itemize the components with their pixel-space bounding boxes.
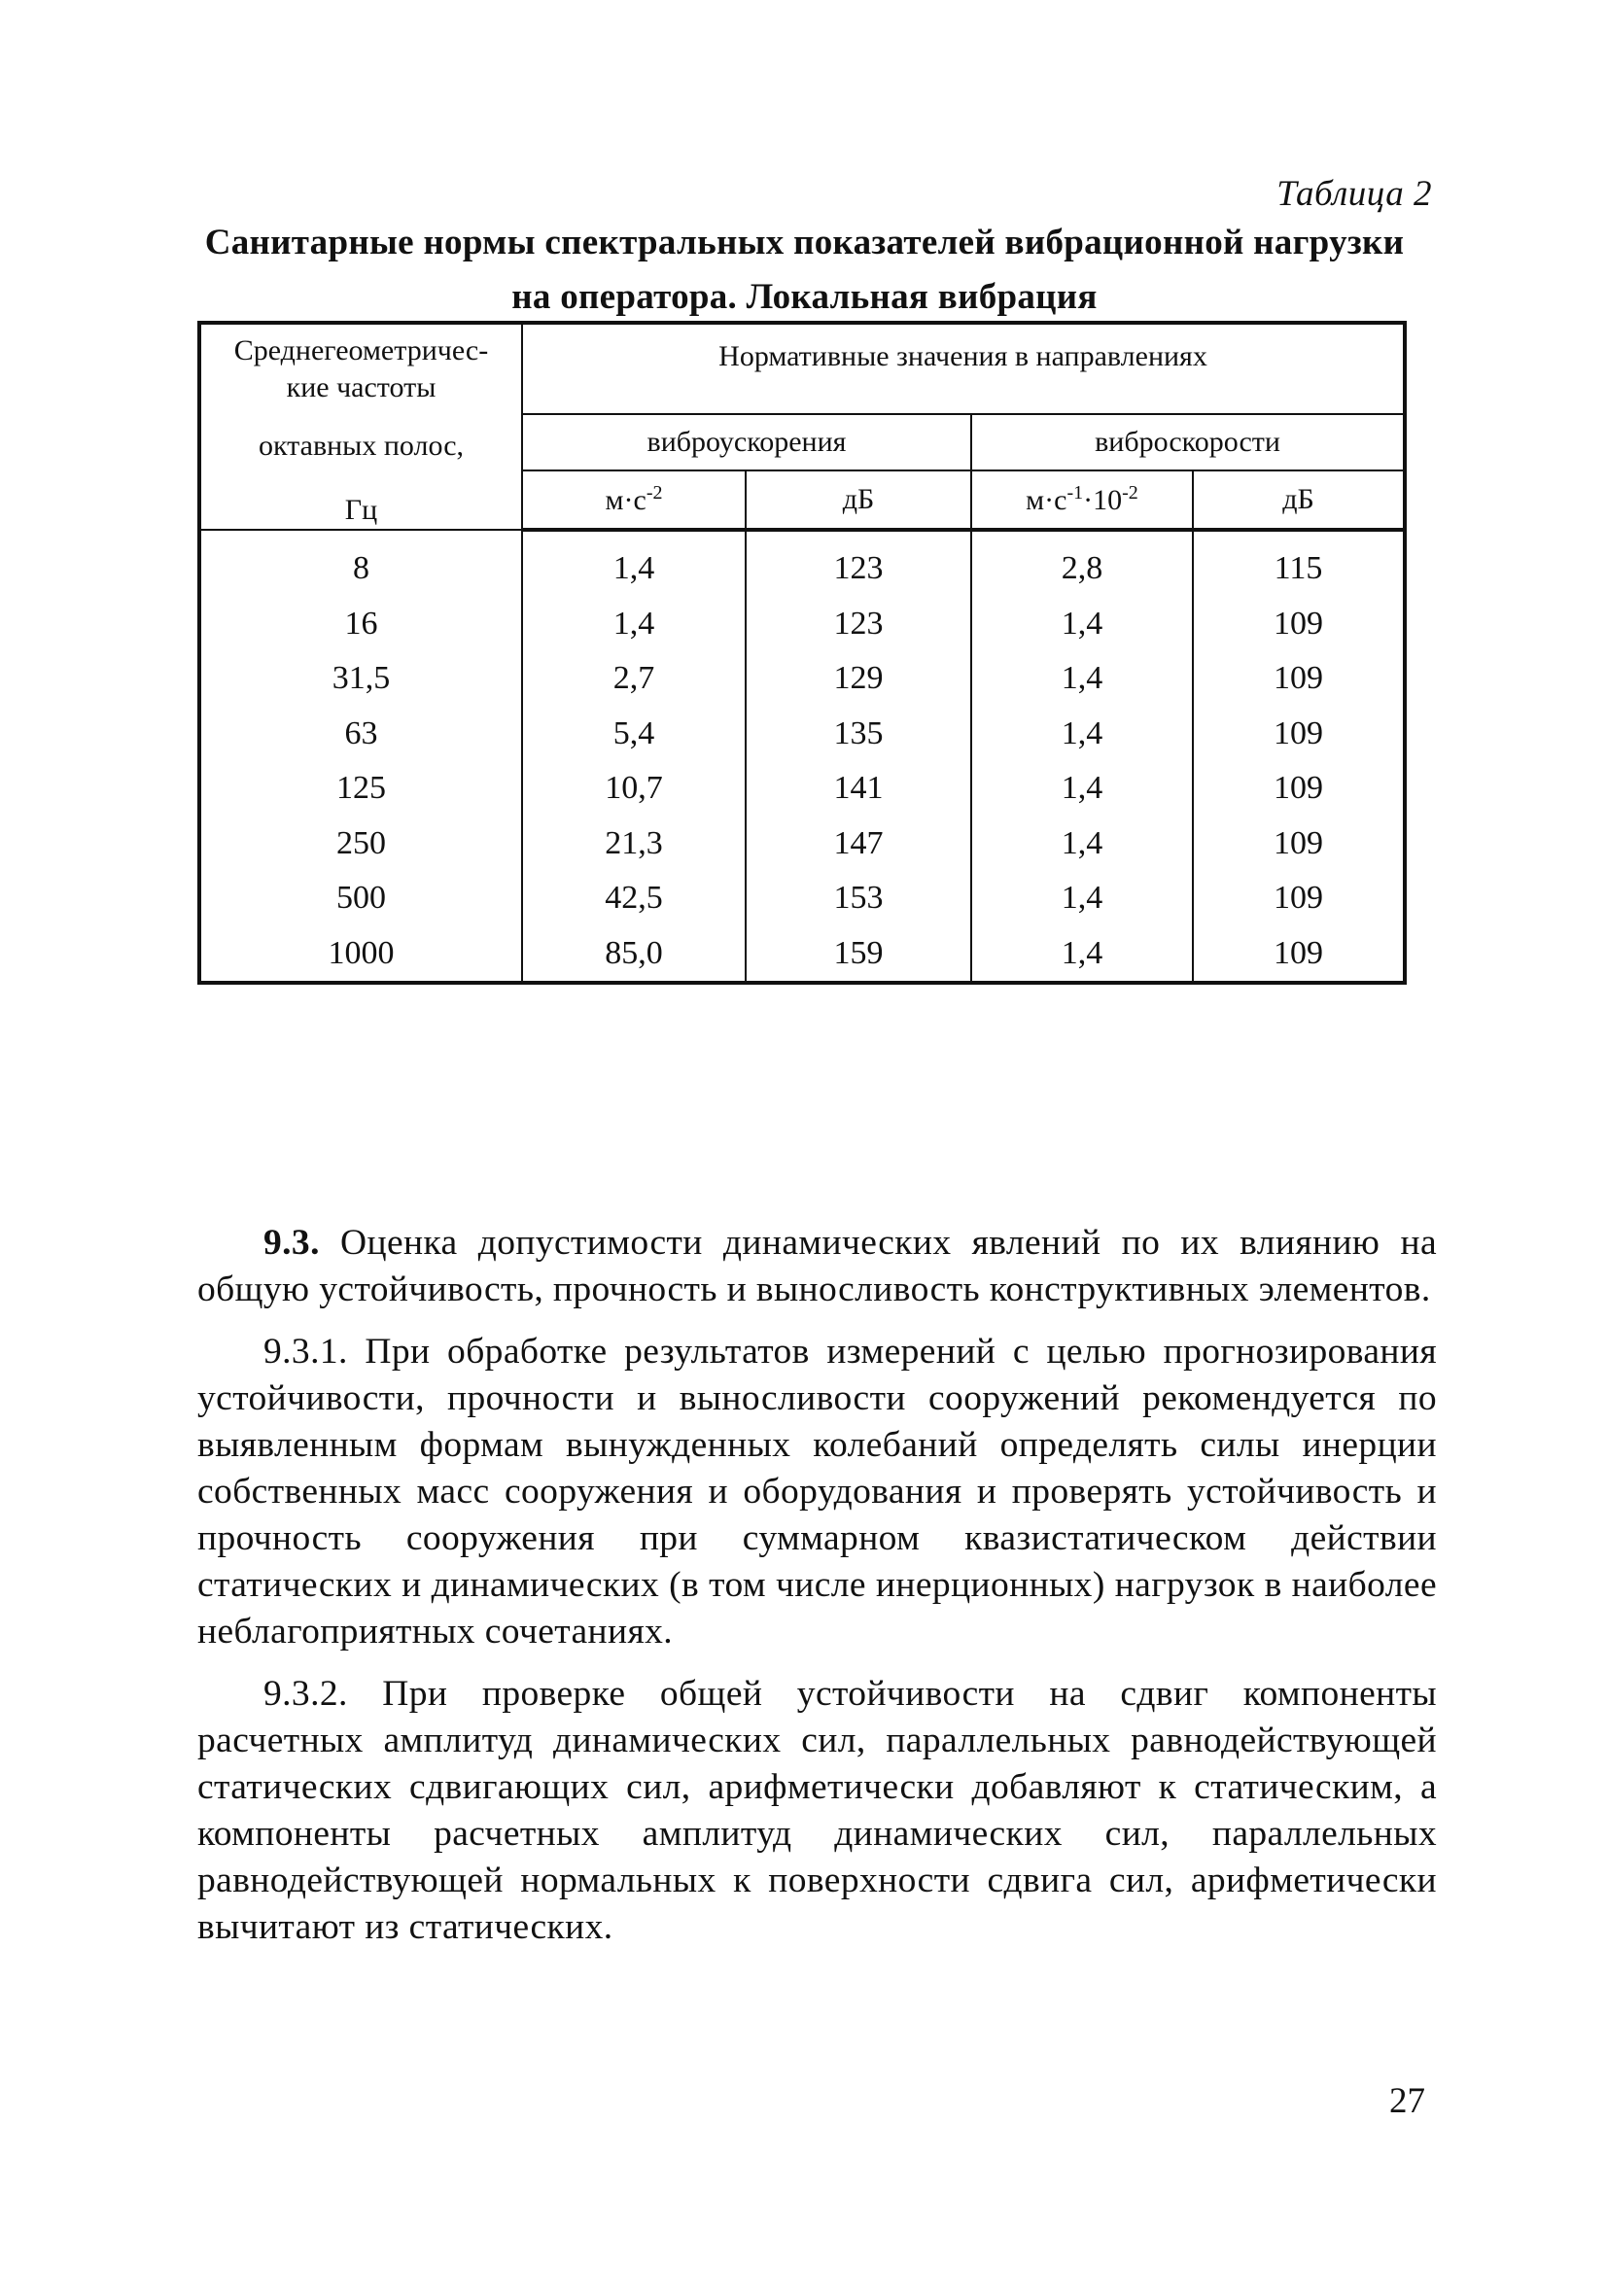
paragraph-9-3-1: 9.3.1. При обработке результатов измерений с целью прогнозирования устойчивости, прочности и выносливости сооружений рекомендуется по выявленным формам вынужденных колебаний определять силы инерции собственных масс сооружения и оборудования и проверять устойчивость и прочность сооружения при суммарном квазистатическом действии статических и динамических (в том числе инерционных) нагрузок в наиболее неблагоприятных сочетаниях. bbox=[197, 1332, 1437, 1652]
cell-acceleration-db: 123 bbox=[746, 530, 971, 597]
table-row bbox=[199, 651, 1405, 707]
cell-acceleration: 85,0 bbox=[522, 926, 746, 984]
cell-velocity: 1,4 bbox=[971, 817, 1193, 872]
cell-frequency: 8 bbox=[199, 530, 522, 597]
table-row bbox=[199, 926, 1405, 984]
cell-velocity: 1,4 bbox=[971, 597, 1193, 652]
cell-velocity-db: 109 bbox=[1193, 761, 1405, 817]
header-frequency bbox=[199, 323, 522, 530]
table-row bbox=[199, 530, 1405, 597]
paragraph-9-3-text: Оценка допустимости динамических явлений по их влиянию на общую устойчивость, прочность и выносливость конструктивных элементов. bbox=[197, 1223, 1437, 1309]
cell-velocity: 1,4 bbox=[971, 871, 1193, 926]
paragraph-9-3 bbox=[197, 1220, 1437, 1313]
cell-acceleration-db: 135 bbox=[746, 707, 971, 762]
table-title-line-2: на оператора. Локальная вибрация bbox=[511, 277, 1098, 317]
body-text bbox=[197, 1220, 1437, 1966]
header-unit-db-acceleration: дБ bbox=[746, 470, 971, 530]
cell-acceleration-db: 147 bbox=[746, 817, 971, 872]
header-frequency-line-3: октавных полос, bbox=[258, 430, 465, 462]
cell-frequency: 16 bbox=[199, 597, 522, 652]
cell-acceleration: 42,5 bbox=[522, 871, 746, 926]
cell-velocity-db: 109 bbox=[1193, 651, 1405, 707]
header-unit-velocity bbox=[971, 470, 1193, 530]
cell-velocity-db: 109 bbox=[1193, 597, 1405, 652]
cell-acceleration: 10,7 bbox=[522, 761, 746, 817]
cell-acceleration: 1,4 bbox=[522, 597, 746, 652]
cell-velocity-db: 115 bbox=[1193, 530, 1405, 597]
cell-velocity: 1,4 bbox=[971, 761, 1193, 817]
cell-velocity-db: 109 bbox=[1193, 926, 1405, 984]
cell-velocity-db: 109 bbox=[1193, 817, 1405, 872]
table-row bbox=[199, 871, 1405, 926]
cell-velocity: 1,4 bbox=[971, 707, 1193, 762]
cell-velocity: 1,4 bbox=[971, 651, 1193, 707]
header-frequency-line-2: кие частоты bbox=[286, 371, 437, 403]
cell-frequency: 31,5 bbox=[199, 651, 522, 707]
header-frequency-line-1: Среднегеометричес- bbox=[233, 334, 489, 366]
header-acceleration: виброускорения bbox=[522, 414, 971, 470]
cell-velocity-db: 109 bbox=[1193, 707, 1405, 762]
header-velocity: виброскорости bbox=[971, 414, 1405, 470]
cell-acceleration-db: 129 bbox=[746, 651, 971, 707]
cell-velocity-db: 109 bbox=[1193, 871, 1405, 926]
cell-frequency: 63 bbox=[199, 707, 522, 762]
cell-acceleration: 5,4 bbox=[522, 707, 746, 762]
table-row bbox=[199, 597, 1405, 652]
unit-vel-multiplier: ·10 bbox=[1083, 484, 1123, 517]
cell-frequency: 125 bbox=[199, 761, 522, 817]
page-number: 27 bbox=[1389, 2081, 1425, 2121]
unit-acc-exponent: -2 bbox=[646, 482, 663, 504]
cell-acceleration-db: 141 bbox=[746, 761, 971, 817]
table-row bbox=[199, 761, 1405, 817]
cell-acceleration-db: 153 bbox=[746, 871, 971, 926]
table-title-line-1: Санитарные нормы спектральных показателей вибрационной нагрузки bbox=[204, 223, 1405, 262]
unit-vel-exponent-2: -2 bbox=[1122, 482, 1138, 504]
cell-acceleration-db: 159 bbox=[746, 926, 971, 984]
header-frequency-unit: Гц bbox=[344, 494, 378, 526]
vibration-norms-table bbox=[197, 321, 1407, 985]
cell-acceleration: 2,7 bbox=[522, 651, 746, 707]
unit-vel-base: м·с bbox=[1026, 484, 1067, 517]
paragraph-9-3-2: 9.3.2. При проверке общей устойчивости на сдвиг компоненты расчетных амплитуд динамических сил, параллельных равнодействующей статических сдвигающих сил, арифметически добавляют к статическим, а компоненты расчетных амплитуд динамических сил, параллельных равнодействующей нормальных к поверхности сдвига сил, арифметически вычитают из статических. bbox=[197, 1674, 1437, 1947]
cell-frequency: 250 bbox=[199, 817, 522, 872]
cell-acceleration: 1,4 bbox=[522, 530, 746, 597]
cell-acceleration-db: 123 bbox=[746, 597, 971, 652]
table-title bbox=[185, 216, 1424, 325]
header-normative-values: Нормативные значения в направлениях bbox=[522, 323, 1405, 414]
cell-frequency: 1000 bbox=[199, 926, 522, 984]
cell-acceleration: 21,3 bbox=[522, 817, 746, 872]
unit-vel-exponent-1: -1 bbox=[1066, 482, 1084, 504]
cell-frequency: 500 bbox=[199, 871, 522, 926]
cell-velocity: 2,8 bbox=[971, 530, 1193, 597]
table-row bbox=[199, 817, 1405, 872]
cell-velocity: 1,4 bbox=[971, 926, 1193, 984]
paragraph-9-3-number: 9.3. bbox=[263, 1223, 320, 1263]
table-row bbox=[199, 707, 1405, 762]
header-unit-db-velocity: дБ bbox=[1193, 470, 1405, 530]
header-unit-acceleration bbox=[522, 470, 746, 530]
table-caption: Таблица 2 bbox=[1276, 174, 1432, 214]
unit-acc-base: м·с bbox=[605, 484, 646, 517]
